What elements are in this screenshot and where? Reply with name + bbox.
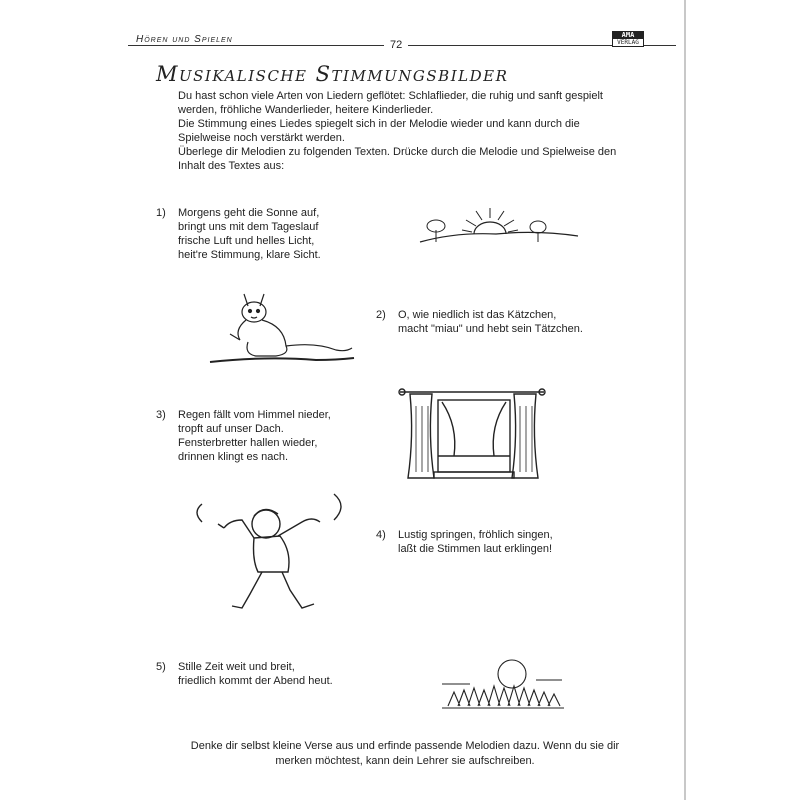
intro-text	[178, 89, 648, 173]
sunrise-landscape-icon	[416, 206, 582, 254]
intro-line: Die Stimmung eines Liedes spiegelt sich in der Melodie wieder und kann durch die	[178, 118, 580, 130]
jumping-child-icon	[184, 490, 356, 618]
logo-bottom-text: VERLAG	[617, 39, 639, 46]
closing-line: Denke dir selbst kleine Verse aus und erfinde passende Melodien dazu. Wenn du sie dir	[190, 740, 620, 752]
verse-line: heit're Stimmung, klare Sicht.	[178, 249, 321, 261]
verse-number: 5)	[156, 661, 166, 673]
intro-line: Inhalt des Textes aus:	[178, 160, 285, 172]
cat-icon	[206, 290, 358, 370]
intro-line: werden, fröhliche Wanderlieder, heitere Kinderlieder.	[178, 104, 434, 116]
verse-number: 1)	[156, 207, 166, 219]
verse-line: macht "miau" und hebt sein Tätzchen.	[398, 323, 583, 335]
page-title: Musikalische Stimmungsbilder	[156, 62, 509, 86]
verse-line: laßt die Stimmen laut erklingen!	[398, 543, 553, 555]
verse-number: 4)	[376, 529, 386, 541]
sunset-forest-icon	[440, 656, 566, 710]
closing-line: merken möchtest, kann dein Lehrer sie aufschreiben.	[275, 755, 535, 767]
logo-top-text: AMA	[613, 32, 643, 39]
verse-line: Fensterbretter hallen wieder,	[178, 437, 318, 449]
section-header: Hören und Spielen	[136, 34, 233, 45]
verse-line: frische Luft und helles Licht,	[178, 235, 315, 247]
page-number: 72	[384, 39, 408, 51]
verse-number: 3)	[156, 409, 166, 421]
verse-line: bringt uns mit dem Tageslauf	[178, 221, 319, 233]
intro-line: Du hast schon viele Arten von Liedern geflötet: Schlaflieder, die ruhig und sanft gespielt	[178, 90, 603, 102]
verse-line: tropft auf unser Dach.	[178, 423, 284, 435]
publisher-logo	[612, 31, 644, 47]
intro-line: Spielweise noch verstärkt werden.	[178, 132, 345, 144]
verse-number: 2)	[376, 309, 386, 321]
verse-line: drinnen klingt es nach.	[178, 451, 289, 463]
verse-line: O, wie niedlich ist das Kätzchen,	[398, 309, 557, 321]
verse-line: Stille Zeit weit und breit,	[178, 661, 295, 673]
closing-text	[170, 739, 640, 769]
verse-line: Regen fällt vom Himmel nieder,	[178, 409, 331, 421]
verse-line: friedlich kommt der Abend heut.	[178, 675, 333, 687]
verse-line: Lustig springen, fröhlich singen,	[398, 529, 553, 541]
verse-line: Morgens geht die Sonne auf,	[178, 207, 320, 219]
window-with-curtains-icon	[398, 386, 546, 484]
intro-line: Überlege dir Melodien zu folgenden Texten. Drücke durch die Melodie und Spielweise den	[178, 146, 617, 158]
